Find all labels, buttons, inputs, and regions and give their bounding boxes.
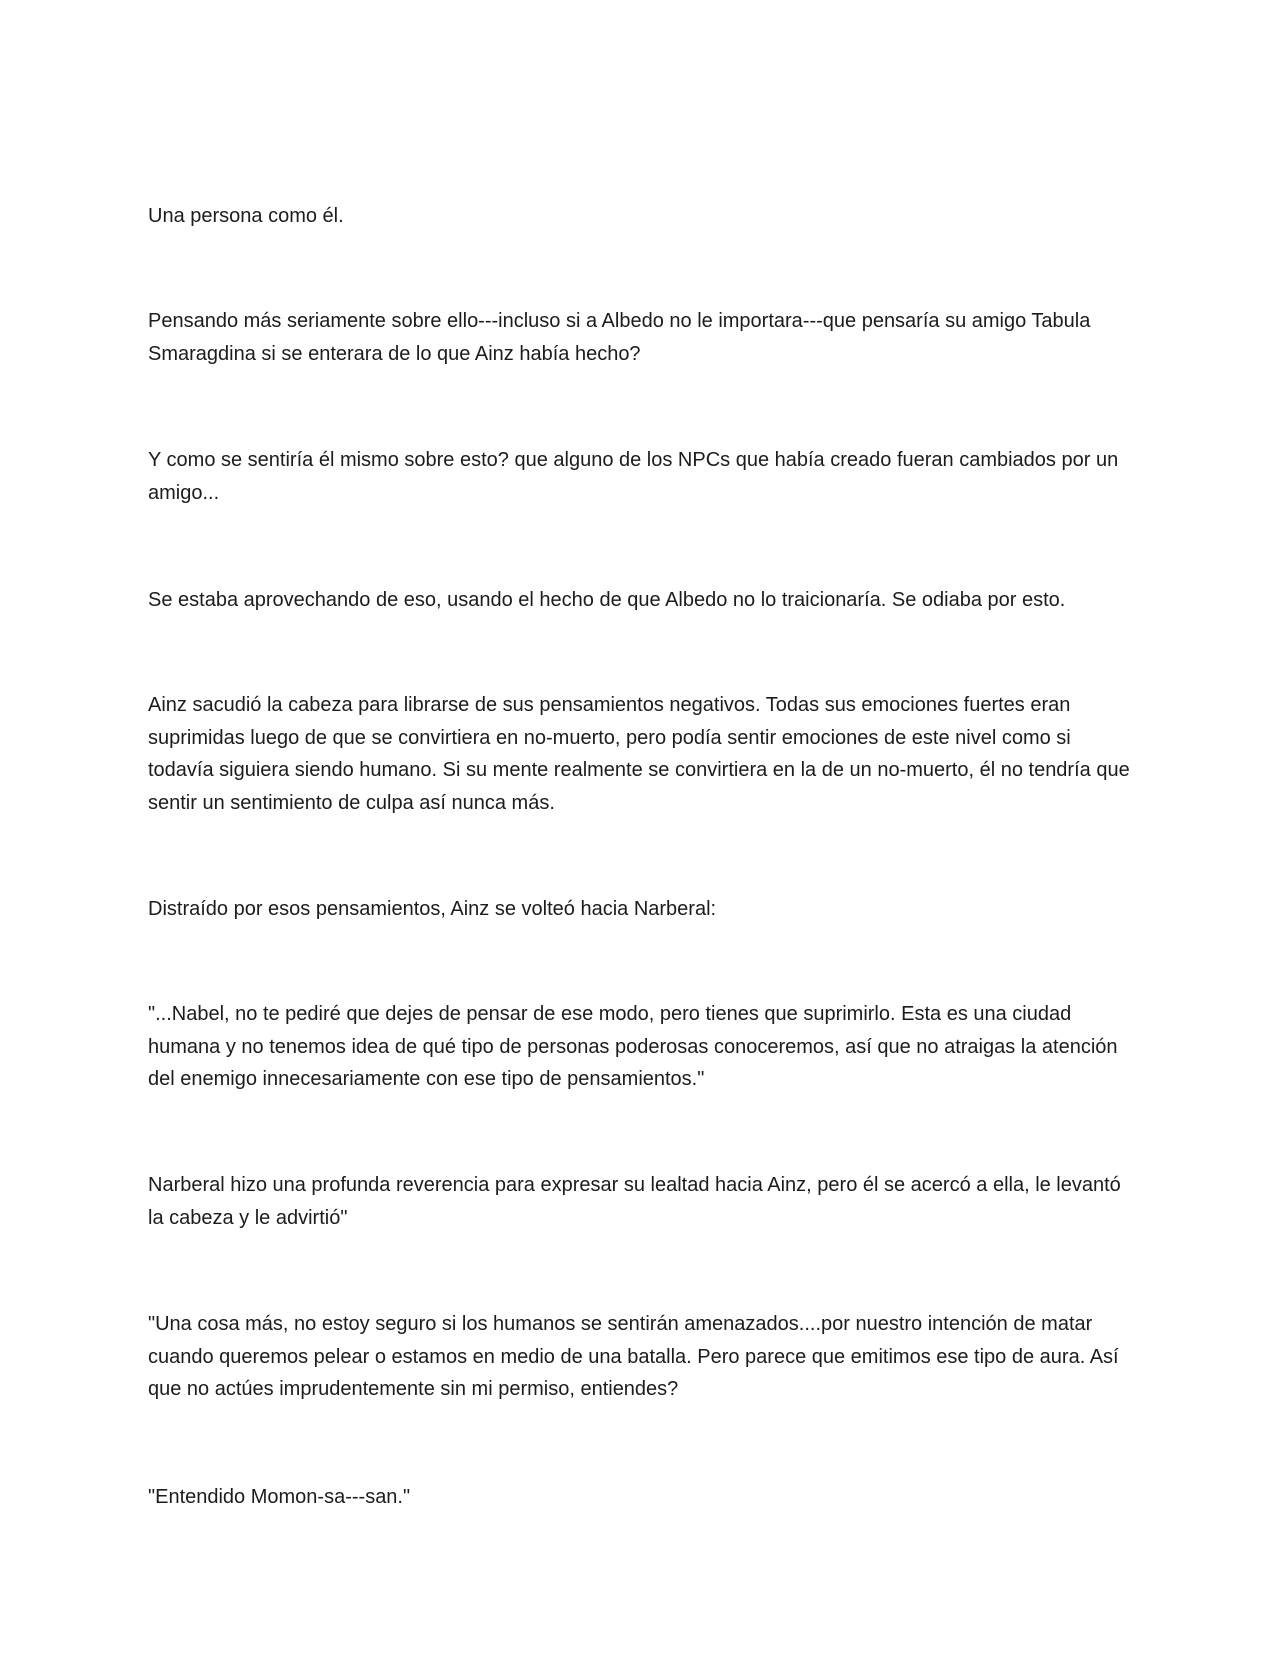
- paragraph: Se estaba aprovechando de eso, usando el hecho de que Albedo no lo traicionaría. Se odiaba por esto.: [148, 589, 1066, 611]
- paragraph: Ainz sacudió la cabeza para librarse de sus pensamientos negativos. Todas sus emociones fuertes eran suprimidas luego de que se convirtiera en no-muerto, pero podía sentir emociones de este nivel como si todavía siguiera siendo humano. Si su mente realmente se convirtiera en la de un no-muerto, él no tendría que sentir un sentimiento de culpa así nunca más.: [148, 694, 1130, 814]
- paragraph: Pensando más seriamente sobre ello---incluso si a Albedo no le importara---que pensaría su amigo Tabula Smaragdina si se enterara de lo que Ainz había hecho?: [148, 310, 1091, 365]
- paragraph: Distraído por esos pensamientos, Ainz se volteó hacia Narberal:: [148, 898, 717, 920]
- paragraph: Narberal hizo una profunda reverencia para expresar su lealtad hacia Ainz, pero él se acercó a ella, le levantó la cabeza y le advirtió": [148, 1174, 1121, 1229]
- paragraph: Una persona como él.: [148, 205, 344, 227]
- paragraph: "Una cosa más, no estoy seguro si los humanos se sentirán amenazados....por nuestro intención de matar cuando queremos pelear o estamos en medio de una batalla. Pero parece que emitimos ese tipo de aura. Así que no actúes imprudentemente sin mi permiso, entiendes?: [148, 1313, 1119, 1400]
- paragraph: "...Nabel, no te pediré que dejes de pensar de ese modo, pero tienes que suprimirlo. Esta es una ciudad humana y no tenemos idea de qué tipo de personas poderosas conoceremos, así que no atraigas la atención del enemigo innecesariamente con ese tipo de pensamientos.": [148, 1003, 1118, 1090]
- paragraph: Y como se sentiría él mismo sobre esto? que alguno de los NPCs que había creado fueran cambiados por un amigo...: [148, 449, 1119, 504]
- paragraph: "Entendido Momon-sa---san.": [148, 1486, 411, 1508]
